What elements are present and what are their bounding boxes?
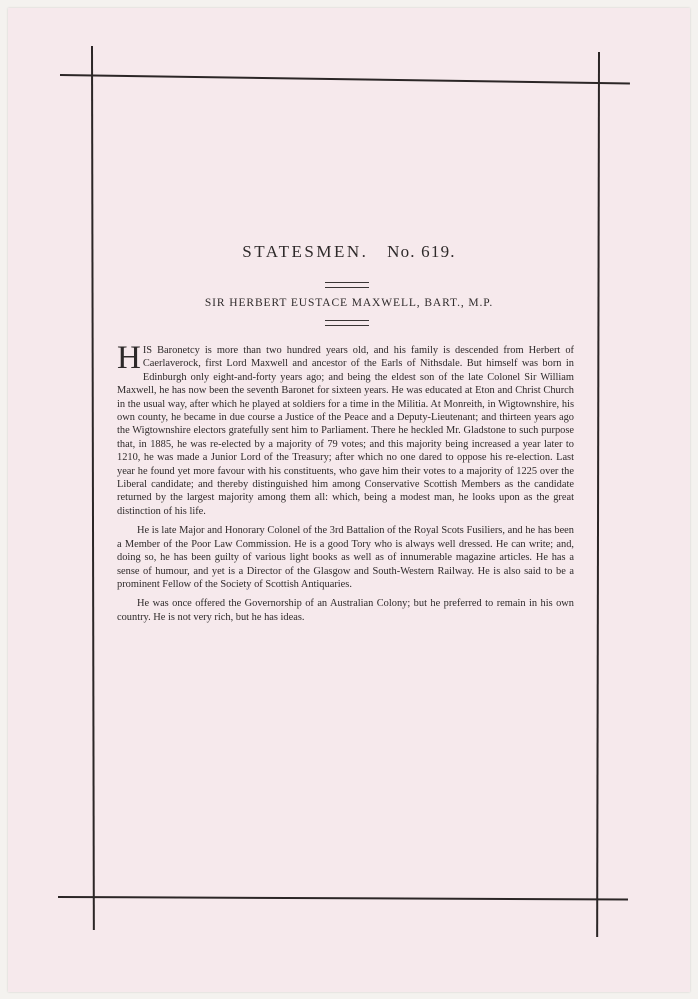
article-body [117,340,574,630]
paragraph-1 [117,340,574,518]
paragraph-3: He was once offered the Governorship of an Australian Colony; but he preferred to remain in his own country. He is not very rich, but he has ideas. [117,598,574,623]
title-heading: STATESMEN. [242,242,369,261]
ornament-rule-bottom [325,320,369,326]
subject-name: SIR HERBERT EUSTACE MAXWELL, BART., M.P. [204,297,494,309]
ornament-rule-top [325,282,369,288]
paragraph-1-text: IS Baronetcy is more than two hundred years old, and his family is descended from Herbert of Caerlaverock, first Lord Maxwell and ancestor of the Earls of Nithsdale. But himself was born in Edinburgh only eight-and-forty years ago; and being the eldest son of the late Colonel Sir William Maxwell, he has now been the seventh Baronet for sixteen years. He was educated at Eton and Christ Church in the usual way, after which he played at soldiers for a time in the Militia. At Monreith, in Wigtownshire, his own county, he became in due course a Justice of the Peace and a Deputy-Lieutenant; and thirteen years ago the Wigtownshire electors gratefully sent him to Parliament. There he heckled Mr. Gladstone to such purpose that, in 1885, he was re-elected by a majority of 79 votes; and this majority being increased a year later to 1210, he was made a Junior Lord of the Treasury; after which no one dared to oppose his re-election. Last year he found yet more favour with his constituents, who gave him their votes to a majority of 1225 over the Liberal candidate; and thereby distinguished him among Conservative Scottish Members as the candidate returned by the largest majority among them all: which, being a modest man, he looks upon as the great distinction of his life. [117,345,574,517]
page-title [0,242,698,262]
title-number: No. 619. [387,242,456,261]
drop-cap: H [117,340,141,376]
paragraph-2: He is late Major and Honorary Colonel of the 3rd Battalion of the Royal Scots Fusiliers, and he has been a Member of the Poor Law Commission. He is a good Tory who is always well dressed. He can write; and, doing so, he has been guilty of various light books as well as of innumerable magazine articles. He has a sense of humour, and yet is a Director of the Glasgow and South-Western Railway. He is also said to be a prominent Fellow of the Society of Scottish Antiquaries. [117,525,574,590]
